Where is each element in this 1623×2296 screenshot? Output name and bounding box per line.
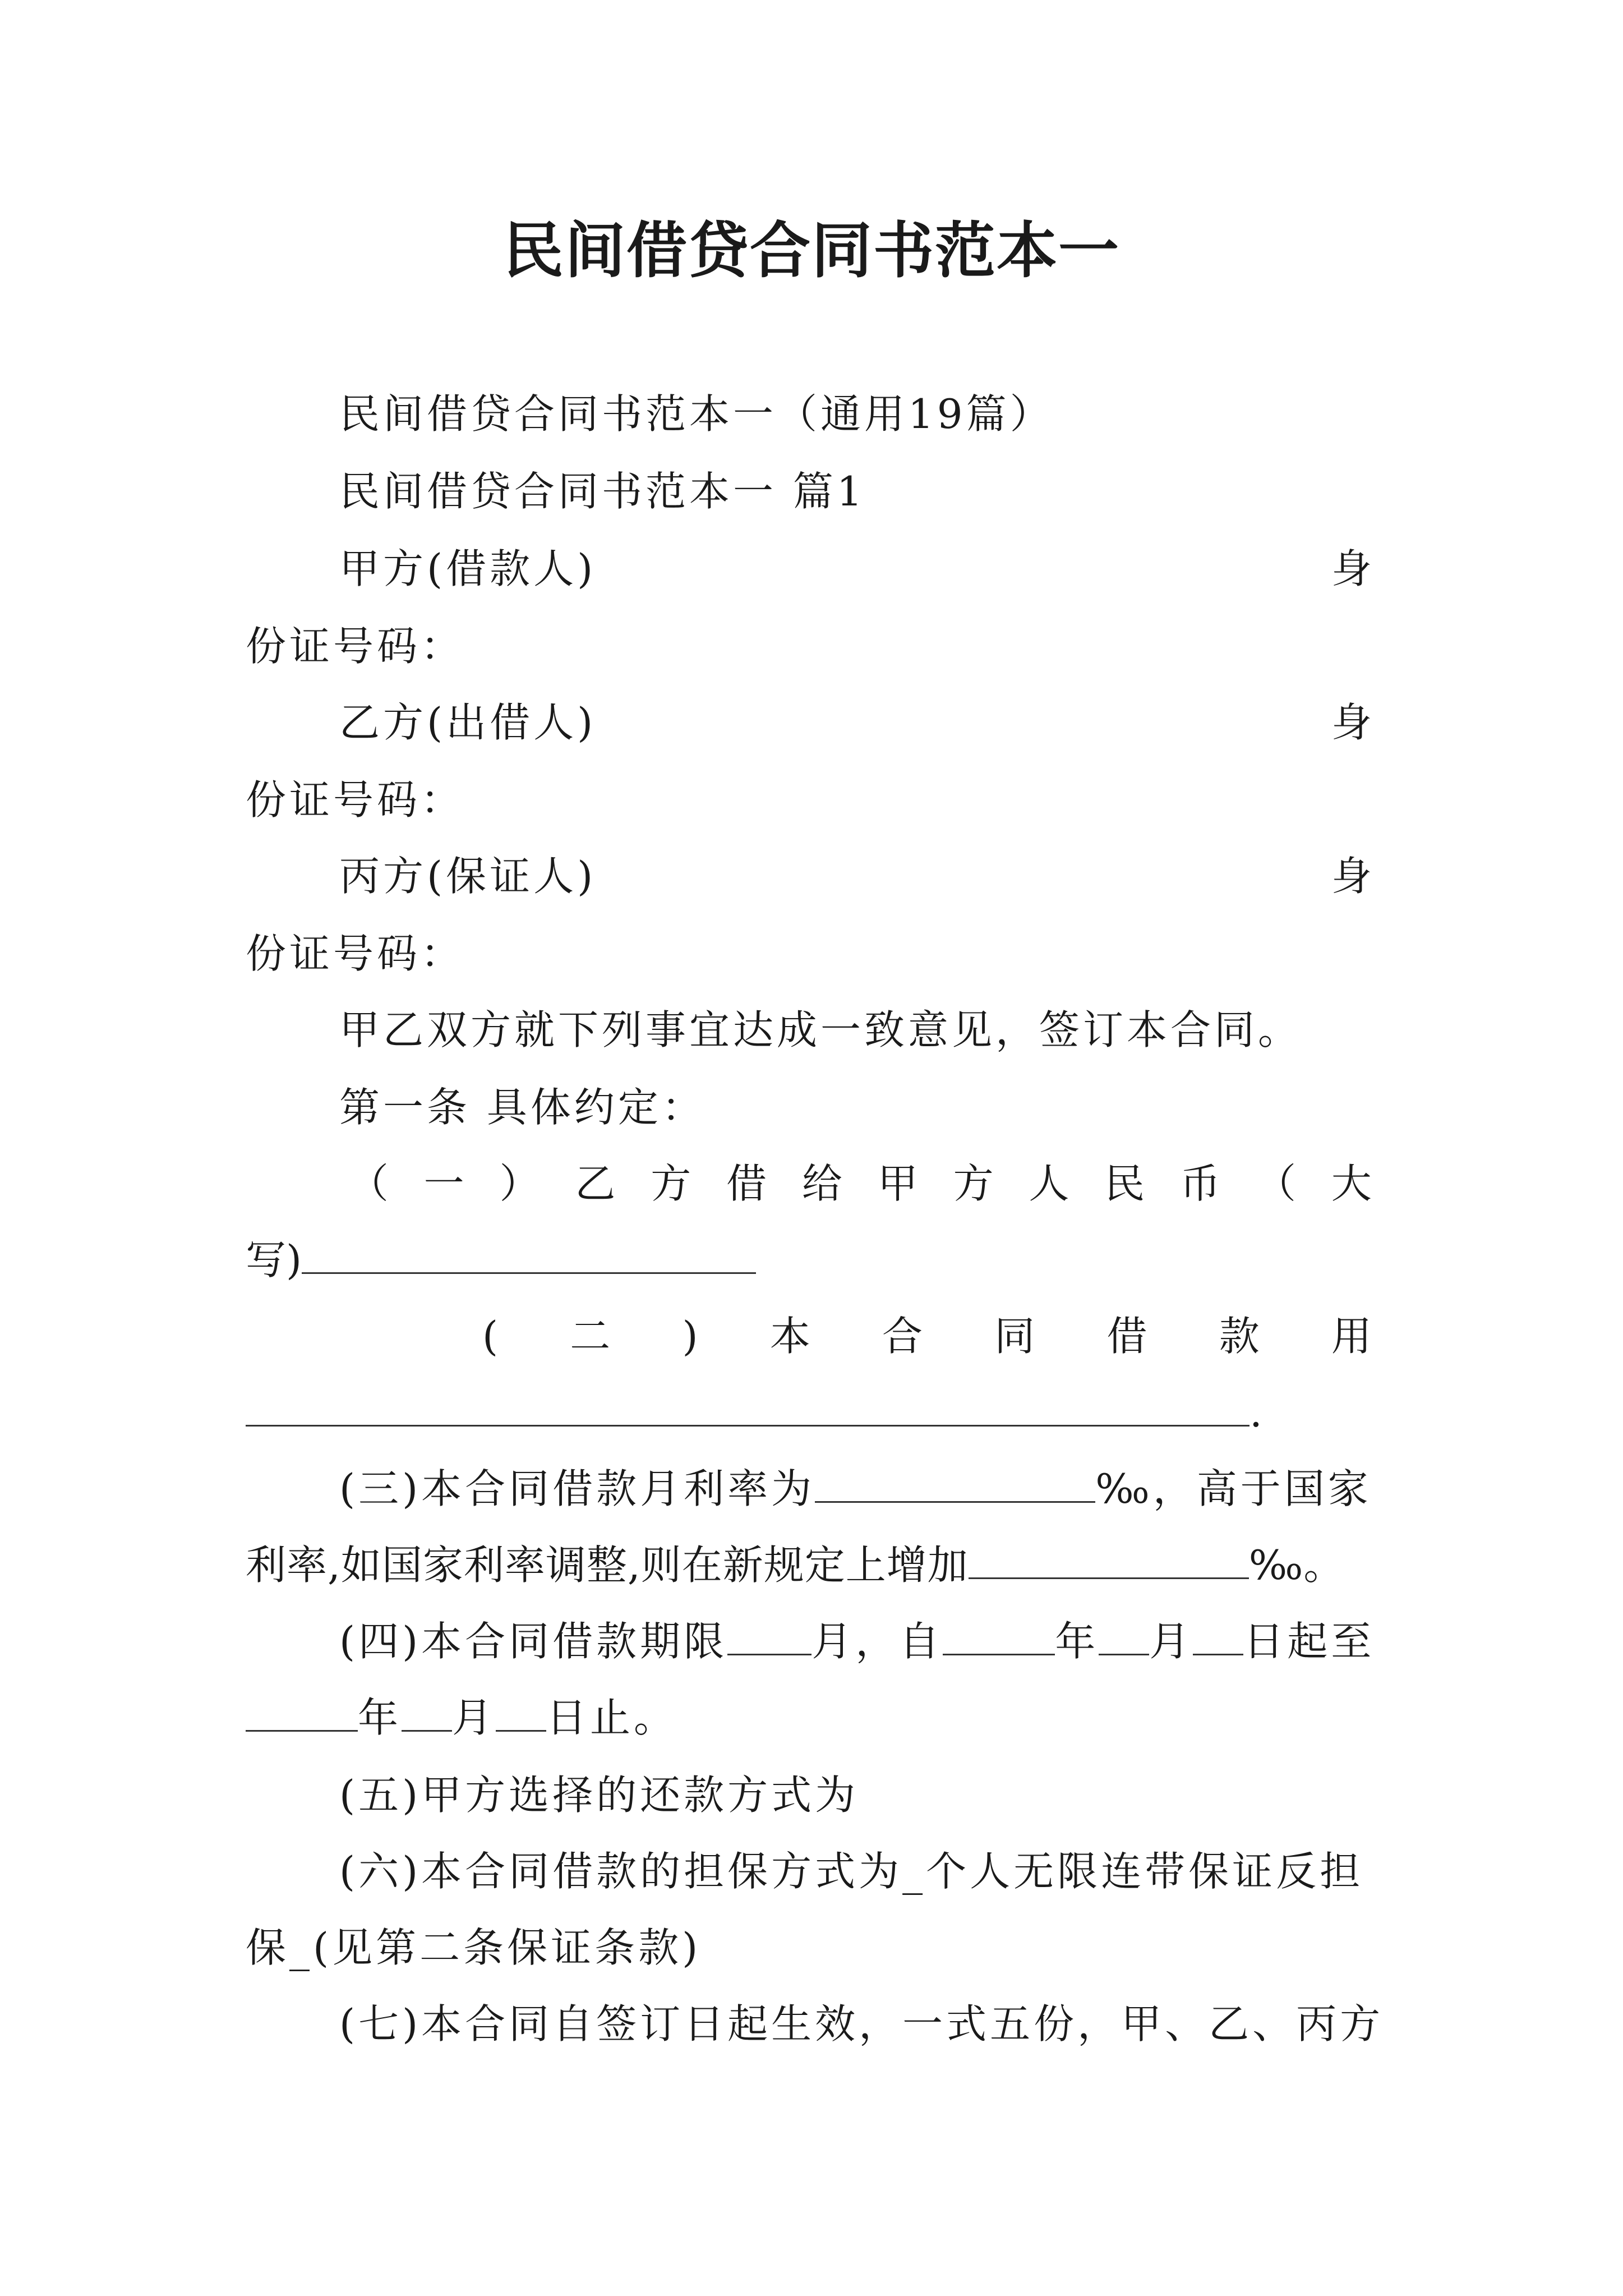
party-b-id-tail: 身 bbox=[1331, 699, 1372, 746]
item-1-char: （ bbox=[348, 1160, 389, 1207]
article-1-heading: 第一条 具体约定： bbox=[339, 1084, 706, 1131]
item-1-char: 给 bbox=[801, 1160, 842, 1207]
document-title: 民间借贷合同书范本一 bbox=[502, 216, 1120, 286]
start-day-blank bbox=[1193, 1619, 1243, 1655]
term-months-blank bbox=[727, 1619, 811, 1655]
item-3-continuation bbox=[246, 1538, 1344, 1592]
party-c-label: 丙方(保证人) bbox=[339, 853, 597, 900]
item-1-char: 大 bbox=[1331, 1160, 1372, 1207]
item-2-char: ( bbox=[482, 1313, 499, 1360]
party-a-id-tail: 身 bbox=[1331, 545, 1372, 592]
item-2-char: 二 bbox=[570, 1313, 611, 1360]
item-1-char: 币 bbox=[1180, 1160, 1221, 1207]
start-year-blank bbox=[943, 1619, 1055, 1655]
item-2-char: 本 bbox=[769, 1313, 810, 1360]
item-4-text: 年 bbox=[358, 1694, 402, 1741]
item-6-continuation: 保_(见第二条保证条款) bbox=[246, 1924, 702, 1971]
item-1-char: 方 bbox=[953, 1160, 994, 1207]
item-4-text: 月 bbox=[452, 1694, 496, 1741]
increase-rate-blank bbox=[969, 1543, 1249, 1579]
item-7-line: (七)本合同自签订日起生效，一式五份，甲、乙、丙方 bbox=[339, 2000, 1384, 2047]
item-2-end: . bbox=[1249, 1389, 1262, 1436]
item-3-text: (三)本合同借款月利率为 bbox=[339, 1465, 815, 1512]
party-b-label: 乙方(出借人) bbox=[339, 699, 597, 746]
item-4-text: 年 bbox=[1055, 1618, 1099, 1665]
item-4-text: (四)本合同借款期限 bbox=[339, 1618, 728, 1665]
item-4-line bbox=[339, 1614, 1375, 1668]
party-c-id-tail: 身 bbox=[1331, 853, 1372, 900]
item-2-char: 款 bbox=[1219, 1313, 1260, 1360]
item-1-char: ） bbox=[499, 1160, 540, 1207]
item-1-char: （ bbox=[1255, 1160, 1296, 1207]
item-1-cont-text: 写) bbox=[246, 1236, 302, 1283]
item-2-line bbox=[482, 1309, 1372, 1363]
document-subtitle: 民间借贷合同书范本一（通用19篇） bbox=[339, 390, 1054, 438]
item-4-text: 日止。 bbox=[546, 1694, 678, 1741]
item-3-text: ‰。 bbox=[1248, 1542, 1345, 1589]
item-2-char: 合 bbox=[882, 1313, 923, 1360]
start-month-blank bbox=[1099, 1619, 1149, 1655]
item-1-char: 民 bbox=[1104, 1160, 1145, 1207]
item-1-continuation bbox=[246, 1233, 756, 1287]
section-heading: 民间借贷合同书范本一 篇1 bbox=[339, 468, 866, 515]
item-1-char: 乙 bbox=[575, 1160, 616, 1207]
item-2-continuation bbox=[246, 1386, 1262, 1439]
amount-blank bbox=[302, 1238, 756, 1274]
party-c-id-label: 份证号码： bbox=[246, 930, 465, 977]
end-month-blank bbox=[402, 1696, 452, 1732]
item-3-text: ‰，高于国家 bbox=[1095, 1465, 1372, 1512]
item-1-line bbox=[246, 1157, 1372, 1211]
item-1-char: 一 bbox=[423, 1160, 464, 1207]
end-day-blank bbox=[496, 1696, 546, 1732]
item-2-char: ) bbox=[682, 1313, 698, 1360]
item-3-text: 利率,如国家利率调整,则在新规定上增加 bbox=[246, 1542, 969, 1589]
item-4-text: 日起至 bbox=[1243, 1618, 1375, 1665]
intro-text: 甲乙双方就下列事宜达成一致意见，签订本合同。 bbox=[339, 1006, 1302, 1053]
end-year-blank bbox=[246, 1696, 358, 1732]
item-6-line: (六)本合同借款的担保方式为_个人无限连带保证反担 bbox=[339, 1848, 1364, 1895]
party-a-label: 甲方(借款人) bbox=[339, 545, 597, 592]
purpose-blank bbox=[246, 1391, 1249, 1427]
item-4-continuation bbox=[246, 1691, 677, 1745]
party-a-id-label: 份证号码： bbox=[246, 623, 465, 670]
item-5-line: (五)甲方选择的还款方式为 bbox=[339, 1772, 859, 1819]
item-2-char: 同 bbox=[994, 1313, 1035, 1360]
item-4-text: 月，自 bbox=[811, 1618, 943, 1665]
item-1-char: 甲 bbox=[877, 1160, 918, 1207]
item-4-text: 月 bbox=[1149, 1618, 1193, 1665]
item-1-char: 人 bbox=[1029, 1160, 1069, 1207]
item-2-char: 借 bbox=[1106, 1313, 1147, 1360]
item-1-char: 借 bbox=[726, 1160, 767, 1207]
party-b-id-label: 份证号码： bbox=[246, 776, 465, 823]
item-2-char: 用 bbox=[1331, 1313, 1372, 1360]
monthly-rate-blank bbox=[815, 1467, 1095, 1503]
item-3-line bbox=[339, 1462, 1372, 1516]
item-1-char: 方 bbox=[651, 1160, 691, 1207]
